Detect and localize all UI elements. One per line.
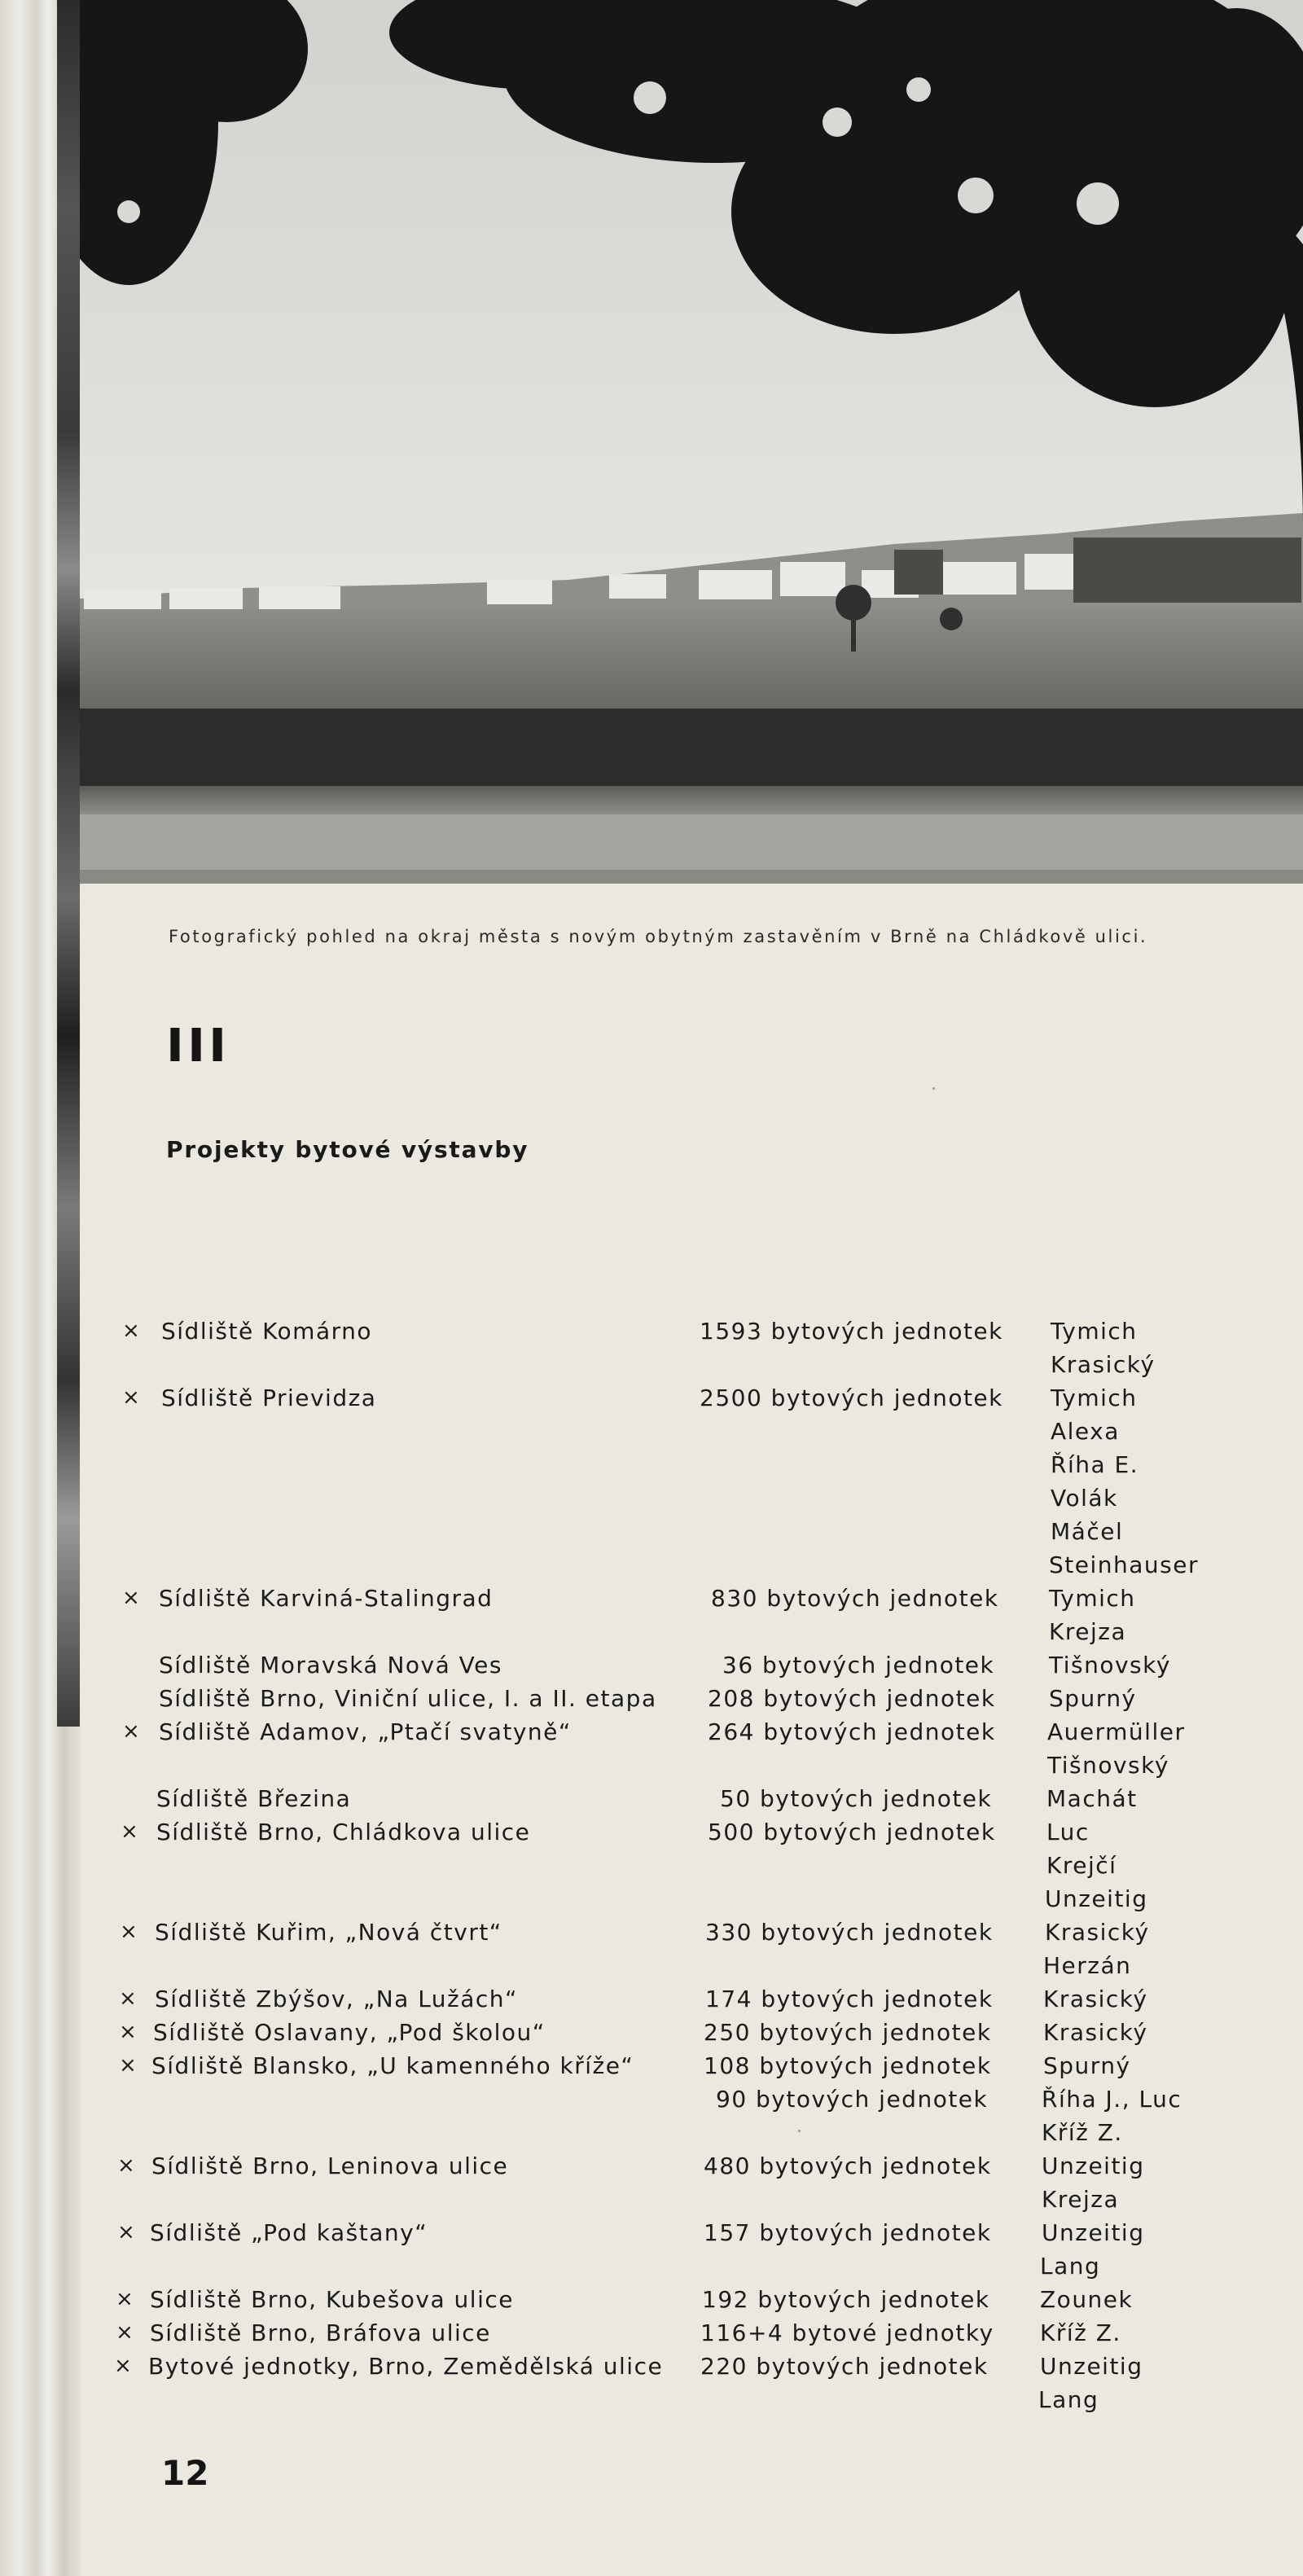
table-row-continuation	[0, 1882, 1303, 1916]
photo-caption: Fotografický pohled na okraj města s novým obytným zastavěním v Brně na Chládkově ulici.	[169, 927, 1148, 946]
architect: Lang	[1038, 2386, 1099, 2413]
table-row-continuation	[0, 1849, 1303, 1882]
architect: Lang	[1040, 2253, 1101, 2280]
marker-x-icon: ×	[121, 1819, 140, 1844]
table-row-continuation	[0, 2116, 1303, 2149]
marker-x-icon: ×	[114, 2354, 134, 2378]
project-name: Sídliště Brno, Kubešova ulice	[150, 2286, 514, 2313]
page-number: 12	[161, 2453, 209, 2493]
table-row	[0, 2049, 1303, 2082]
table-row	[0, 1381, 1303, 1415]
architect: Steinhauser	[1049, 1551, 1199, 1578]
table-row-continuation	[0, 2249, 1303, 2283]
paper-speck	[798, 2130, 801, 2132]
architect: Auermüller	[1047, 1718, 1186, 1745]
project-units: 50 bytových jednotek	[720, 1785, 993, 1812]
table-row-continuation	[0, 2183, 1303, 2216]
table-row-continuation	[0, 1448, 1303, 1481]
project-name: Sídliště Brno, Leninova ulice	[151, 2153, 509, 2179]
marker-x-icon: ×	[119, 1986, 138, 2011]
architect: Kříž Z.	[1042, 2119, 1123, 2146]
architect: Máčel	[1051, 1518, 1124, 1545]
architect: Machát	[1046, 1785, 1138, 1812]
project-name: Sídliště Adamov, „Ptačí svatyně“	[159, 1718, 572, 1745]
project-units: 1593 bytových jednotek	[700, 1318, 1003, 1345]
marker-x-icon: ×	[119, 2053, 138, 2078]
project-units: 174 bytových jednotek	[705, 1986, 994, 2012]
table-row	[0, 2082, 1303, 2116]
architect: Tymich	[1049, 1585, 1136, 1612]
project-name: Bytové jednotky, Brno, Zemědělská ulice	[148, 2353, 664, 2380]
project-units: 192 bytových jednotek	[702, 2286, 990, 2313]
marker-x-icon: ×	[122, 1586, 142, 1610]
architect: Krasický	[1043, 1986, 1148, 2012]
project-units: 250 bytových jednotek	[704, 2019, 992, 2046]
architect: Unzeitig	[1045, 1885, 1148, 1912]
table-row	[0, 2016, 1303, 2049]
table-row-continuation	[0, 2383, 1303, 2416]
project-units: 480 bytových jednotek	[704, 2153, 992, 2179]
project-name: Sídliště Brno, Bráfova ulice	[150, 2319, 491, 2346]
architect: Unzeitig	[1042, 2153, 1145, 2179]
table-row-continuation	[0, 1348, 1303, 1381]
table-row	[0, 1982, 1303, 2016]
marker-x-icon: ×	[116, 2320, 135, 2345]
architect: Tišnovský	[1049, 1652, 1171, 1679]
table-row	[0, 1314, 1303, 1348]
architect: Unzeitig	[1040, 2353, 1143, 2380]
project-units: 2500 bytových jednotek	[700, 1385, 1003, 1411]
architect: Tišnovský	[1047, 1752, 1169, 1779]
table-row-continuation	[0, 1615, 1303, 1648]
section-number: III	[166, 1020, 230, 1073]
architect: Říha E.	[1051, 1451, 1139, 1478]
project-name: Sídliště Brno, Viniční ulice, I. a II. etapa	[159, 1685, 657, 1712]
architect: Alexa	[1051, 1418, 1120, 1445]
table-row	[0, 1916, 1303, 1949]
project-name: Sídliště Brno, Chládkova ulice	[156, 1819, 531, 1845]
table-row	[0, 2149, 1303, 2183]
table-row	[0, 1582, 1303, 1615]
project-name: Sídliště Březina	[156, 1785, 352, 1812]
section-title: Projekty bytové výstavby	[166, 1136, 529, 1163]
project-units: 500 bytových jednotek	[708, 1819, 996, 1845]
architect: Herzán	[1043, 1952, 1132, 1979]
project-name: Sídliště Zbýšov, „Na Lužách“	[155, 1986, 519, 2012]
project-units: 264 bytových jednotek	[708, 1718, 996, 1745]
architect: Krejčí	[1046, 1852, 1117, 1879]
marker-x-icon: ×	[122, 1319, 142, 1343]
table-row	[0, 2283, 1303, 2316]
architect: Krejza	[1042, 2186, 1120, 2213]
marker-x-icon: ×	[120, 1920, 139, 1944]
project-units: 220 bytových jednotek	[700, 2353, 989, 2380]
architect: Spurný	[1049, 1685, 1137, 1712]
table-row	[0, 2350, 1303, 2383]
marker-x-icon: ×	[119, 2020, 138, 2044]
table-row	[0, 1782, 1303, 1815]
architect: Krasický	[1045, 1919, 1150, 1946]
project-units: 208 bytových jednotek	[708, 1685, 996, 1712]
table-row-continuation	[0, 1749, 1303, 1782]
table-row	[0, 1682, 1303, 1715]
table-row	[0, 1815, 1303, 1849]
table-row-continuation	[0, 1415, 1303, 1448]
table-row-continuation	[0, 1515, 1303, 1548]
table-row	[0, 1715, 1303, 1749]
project-units: 116+4 bytové jednotky	[700, 2319, 994, 2346]
architect: Tymich	[1051, 1318, 1138, 1345]
project-units: 830 bytových jednotek	[711, 1585, 999, 1612]
architect: Krasický	[1051, 1351, 1156, 1378]
table-row	[0, 2316, 1303, 2350]
table-row	[0, 2216, 1303, 2249]
marker-x-icon: ×	[122, 1719, 142, 1744]
project-name: Sídliště „Pod kaštany“	[150, 2219, 428, 2246]
project-name: Sídliště Moravská Nová Ves	[159, 1652, 502, 1679]
table-row-continuation	[0, 1481, 1303, 1515]
project-name: Sídliště Prievidza	[161, 1385, 377, 1411]
project-units: 108 bytových jednotek	[704, 2052, 992, 2079]
project-name: Sídliště Karviná-Stalingrad	[159, 1585, 494, 1612]
project-units: 90 bytových jednotek	[716, 2086, 989, 2113]
table-row-continuation	[0, 1548, 1303, 1582]
marker-x-icon: ×	[116, 2287, 135, 2311]
architect: Tymich	[1051, 1385, 1138, 1411]
project-units: 157 bytových jednotek	[704, 2219, 992, 2246]
project-name: Sídliště Komárno	[161, 1318, 373, 1345]
project-name: Sídliště Oslavany, „Pod školou“	[153, 2019, 546, 2046]
project-units: 330 bytových jednotek	[705, 1919, 994, 1946]
marker-x-icon: ×	[117, 2153, 137, 2178]
marker-x-icon: ×	[122, 1385, 142, 1410]
architect: Kříž Z.	[1040, 2319, 1121, 2346]
architect: Zounek	[1040, 2286, 1134, 2313]
marker-x-icon: ×	[117, 2220, 137, 2245]
architect: Říha J., Luc	[1042, 2086, 1182, 2113]
project-name: Sídliště Blansko, „U kamenného kříže“	[151, 2052, 634, 2079]
architect: Spurný	[1043, 2052, 1131, 2079]
architect: Unzeitig	[1042, 2219, 1145, 2246]
table-row	[0, 1648, 1303, 1682]
architect: Luc	[1046, 1819, 1090, 1845]
project-units: 36 bytových jednotek	[722, 1652, 995, 1679]
architect: Krasický	[1043, 2019, 1148, 2046]
paper-speck	[932, 1087, 935, 1090]
table-row-continuation	[0, 1949, 1303, 1982]
architect: Krejza	[1049, 1618, 1127, 1645]
architect: Volák	[1051, 1485, 1118, 1512]
project-name: Sídliště Kuřim, „Nová čtvrt“	[155, 1919, 502, 1946]
